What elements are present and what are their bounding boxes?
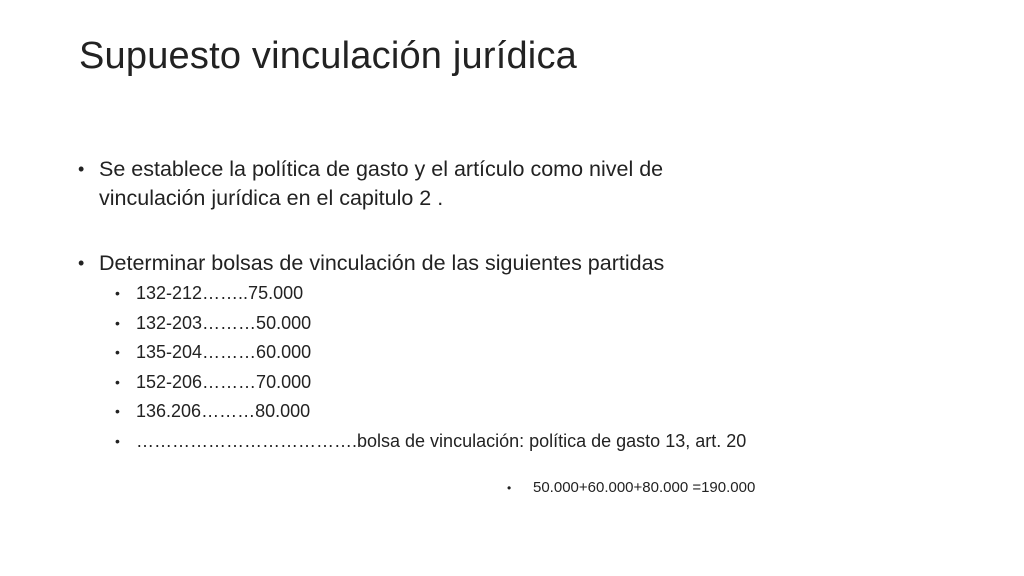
bullet-text-line: Se establece la política de gasto y el artículo como nivel de [99, 157, 664, 181]
sub-sub-bullet-text: 50.000+60.000+80.000 =190.000 [533, 479, 756, 496]
sub-sub-bullet-item [507, 477, 756, 499]
bullet-dot-icon: • [507, 481, 512, 495]
bullet-dot-icon: • [115, 432, 120, 449]
sub-bullet-text: 132-212……..75.000 [136, 283, 304, 303]
slide-body [78, 155, 978, 456]
bullet-dot-icon: • [115, 403, 120, 419]
sub-bullet-item [78, 338, 978, 368]
sub-bullet-item [78, 279, 978, 309]
bullet-dot-icon: • [115, 373, 120, 390]
bullet-dot-icon: • [115, 314, 120, 331]
sub-bullet-text: 136.206………80.000 [136, 401, 311, 421]
bullet-dot-icon: • [78, 253, 85, 273]
sub-bullet-item [78, 368, 978, 398]
sub-bullet-text: 152-206………70.000 [136, 371, 312, 392]
sub-bullet-text: 132-203………50.000 [136, 312, 312, 333]
sub-bullet-text: ……………………………….bolsa de vinculación: política de gasto 13, art. 20 [136, 430, 747, 451]
sub-bullet-item [78, 427, 978, 457]
slide-title: Supuesto vinculación jurídica [79, 35, 577, 77]
bullet-text-line: vinculación jurídica en el capitulo 2 . [99, 186, 444, 210]
sub-bullet-list [78, 279, 978, 456]
bullet-dot-icon: • [78, 159, 85, 179]
bullet-dot-icon: • [115, 344, 120, 360]
sub-bullet-text: 135-204………60.000 [136, 342, 312, 362]
bullet-text: Determinar bolsas de vinculación de las siguientes partidas [99, 251, 665, 275]
sub-bullet-item [78, 309, 978, 339]
sub-bullet-item [78, 397, 978, 427]
bullet-item [78, 249, 978, 278]
bullet-dot-icon: • [115, 285, 120, 301]
bullet-item [78, 155, 978, 213]
